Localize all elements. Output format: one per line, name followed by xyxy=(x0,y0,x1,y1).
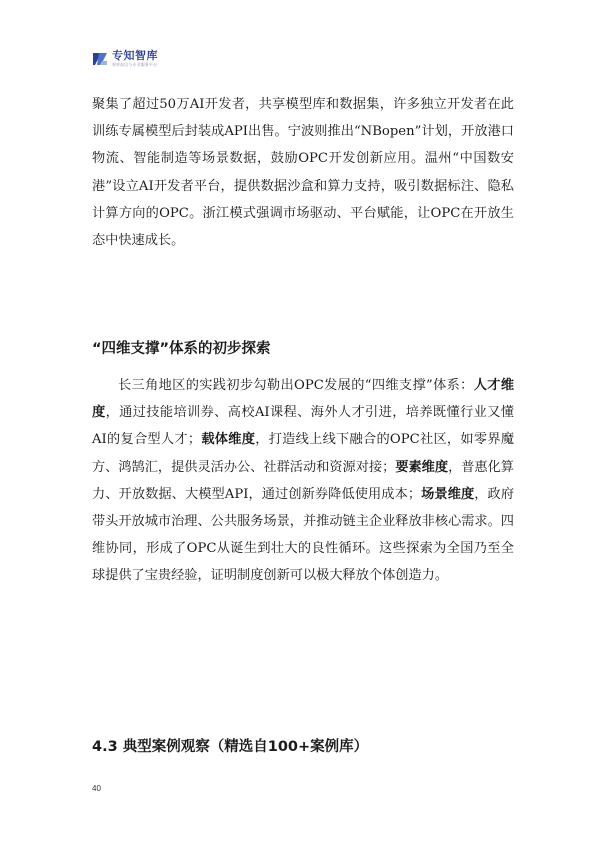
body-paragraph-1: 聚集了超过50万AI开发者，共享模型库和数据集，许多独立开发者在此训练专属模型后封装成API出售。宁波则推出“NBopen”计划，开放港口物流、智能制造等场景数据，鼓励OPC开发创新应用。温州“中国数安港”设立AI开发者平台，提供数据沙盒和算力支持，吸引数据标注、隐私计算方向的OPC。浙江模式强调市场驱动、平台赋能，让OPC在开放生态中快速成长。 xyxy=(92,97,514,249)
body-paragraph-2 xyxy=(92,372,514,590)
keyword-carrier: 载体维度 xyxy=(201,432,256,448)
paragraph-text: 长三角地区的实践初步勾勒出OPC发展的“四维支撑”体系： xyxy=(118,378,474,393)
logo-subtitle: 智库前沿与专业服务平台 xyxy=(112,62,158,67)
page-number: 40 xyxy=(92,784,101,793)
paragraph-text: ，普惠化算力、开放数据、大模型API，通过创新券降低使用成本； xyxy=(92,459,514,502)
section-heading-4-3: 4.3 典型案例观察（精选自100+案例库） xyxy=(92,739,369,755)
paragraph-text: ，打造线上线下融合的OPC社区，如零界魔方、鸿鹄汇，提供灵活办公、社群活动和资源对接； xyxy=(92,432,515,475)
paragraph-text: ，政府带头开放城市治理、公共服务场景，并推动链主企业释放非核心需求。四维协同，形成了OPC从诞生到壮大的良性循环。这些探索为全国乃至全球提供了宝贵经验，证明制度创新可以极大释放个体创造力。 xyxy=(92,486,515,584)
keyword-talent: 人才维度 xyxy=(92,378,515,421)
logo-title: 专知智库 xyxy=(112,49,158,62)
header-logo xyxy=(92,50,158,67)
keyword-scenario: 场景维度 xyxy=(421,486,475,502)
zhuanzhi-logo-icon xyxy=(92,51,108,67)
keyword-factor: 要素维度 xyxy=(395,459,449,475)
paragraph-text: ，通过技能培训券、高校AI课程、海外人才引进，培养既懂行业又懂AI的复合型人才； xyxy=(92,405,514,448)
section-heading-four-dimension: “四维支撑”体系的初步探索 xyxy=(92,341,271,357)
